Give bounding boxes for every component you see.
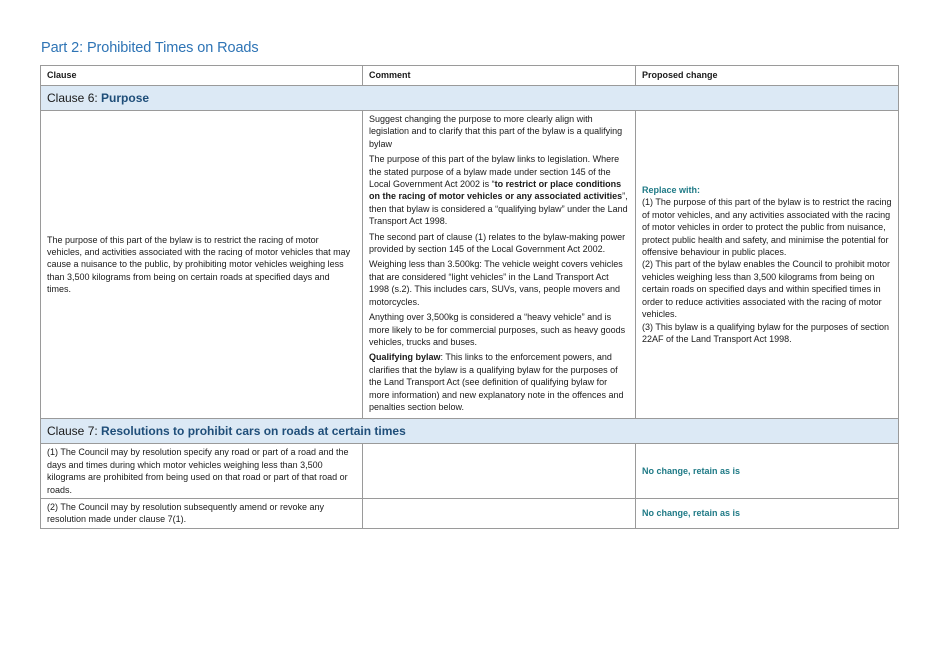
table-row: [41, 111, 899, 419]
comment-paragraph: [369, 351, 629, 413]
table-row: [41, 444, 899, 499]
page-title: Part 2: Prohibited Times on Roads: [41, 40, 259, 56]
proposed-cell: [636, 111, 899, 419]
comment-text: The purpose of this part of the bylaw links to legislation. Where the stated purpose of a bylaw made under section 145 of the Local Government Act 2002 is “: [369, 154, 620, 190]
comment-paragraph: The second part of clause (1) relates to the bylaw-making power provided by section 145 of the Local Government Act 2002.: [369, 231, 626, 255]
comment-text: ”, then that bylaw is considered a “qualifying bylaw” under the Land Transport Act 1998.: [369, 191, 628, 227]
comment-paragraph: Weighing less than 3.500kg: The vehicle weight covers vehicles that are considered “light vehicles” in the Land Transport Act 1998 (s.2). This includes cars, SUVs, vans, people movers and motorcycles.: [369, 259, 623, 307]
clause-cell: (2) The Council may by resolution subsequently amend or revoke any resolution made under clause 7(1).: [41, 498, 363, 528]
comment-cell: [363, 444, 636, 499]
section-title: Purpose: [101, 90, 150, 105]
header-comment: Comment: [363, 66, 636, 86]
proposed-paragraph: (2) This part of the bylaw enables the Council to prohibit motor vehicles weighing less than 3,500 kilograms from being on certain roads on specified days and within specified times in order to reduce activities associated with the racing of motor vehicles.: [642, 259, 890, 320]
section-row-clause-6: [41, 86, 899, 111]
table-row: [41, 498, 899, 528]
bylaw-table: [40, 65, 899, 529]
proposed-heading: Replace with:: [642, 185, 701, 196]
comment-text: : This links to the enforcement powers, and clarifies that the bylaw is a qualifying bylaw for the purposes of the Land Transport Act (see definition of qualifying bylaw for more information) and new explanatory note in the offences and penalties section below.: [369, 352, 624, 412]
clause-cell: The purpose of this part of the bylaw is to restrict the racing of motor vehicles, and activities associated with the racing of motor vehicles that may cause a nuisance to the public, by prohibiting motor vehicles weighing less than 3,500 kilograms from being on certain roads at specified days and times.: [41, 111, 363, 419]
header-clause: Clause: [41, 66, 363, 86]
comment-bold-text: Qualifying bylaw: [369, 352, 441, 363]
section-row-clause-7: [41, 419, 899, 444]
comment-paragraph: Anything over 3,500kg is considered a “heavy vehicle” and is more likely to be for commercial purposes, such as heavy goods vehicles, trucks and buses.: [369, 312, 626, 347]
proposed-paragraph: (3) This bylaw is a qualifying bylaw for the purposes of section 22AF of the Land Transport Act 1998.: [642, 321, 889, 344]
header-row: [41, 66, 899, 86]
proposed-cell: No change, retain as is: [636, 444, 899, 499]
section-prefix: Clause 7:: [47, 424, 102, 439]
section-prefix: Clause 6:: [47, 90, 102, 105]
comment-paragraph: [369, 153, 629, 227]
section-heading-clause-6: [41, 86, 899, 111]
section-heading-clause-7: [41, 419, 899, 444]
comment-paragraph: Suggest changing the purpose to more clearly align with legislation and to clarify that this part of the bylaw is a qualifying bylaw: [369, 114, 623, 149]
comment-cell: [363, 498, 636, 528]
section-title: Resolutions to prohibit cars on roads at certain times: [101, 424, 406, 439]
proposed-cell: No change, retain as is: [636, 498, 899, 528]
header-proposed: Proposed change: [636, 66, 899, 86]
comment-cell: [363, 111, 636, 419]
clause-cell: (1) The Council may by resolution specify any road or part of a road and the days and times during which motor vehicles weighing less than 3,500 kilograms are prohibited from being used on that road or part of that road or roads.: [41, 444, 363, 499]
comment-bold-text: to restrict or place conditions on the racing of motor vehicles or any associated activities: [369, 179, 623, 202]
proposed-paragraph: (1) The purpose of this part of the bylaw is to restrict the racing of motor vehicles, and any activities associated with the racing of motor vehicles in order to protect the public from nuisance, protect public health and safety, and minimise the potential for offensive behaviour in public places.: [642, 197, 892, 258]
